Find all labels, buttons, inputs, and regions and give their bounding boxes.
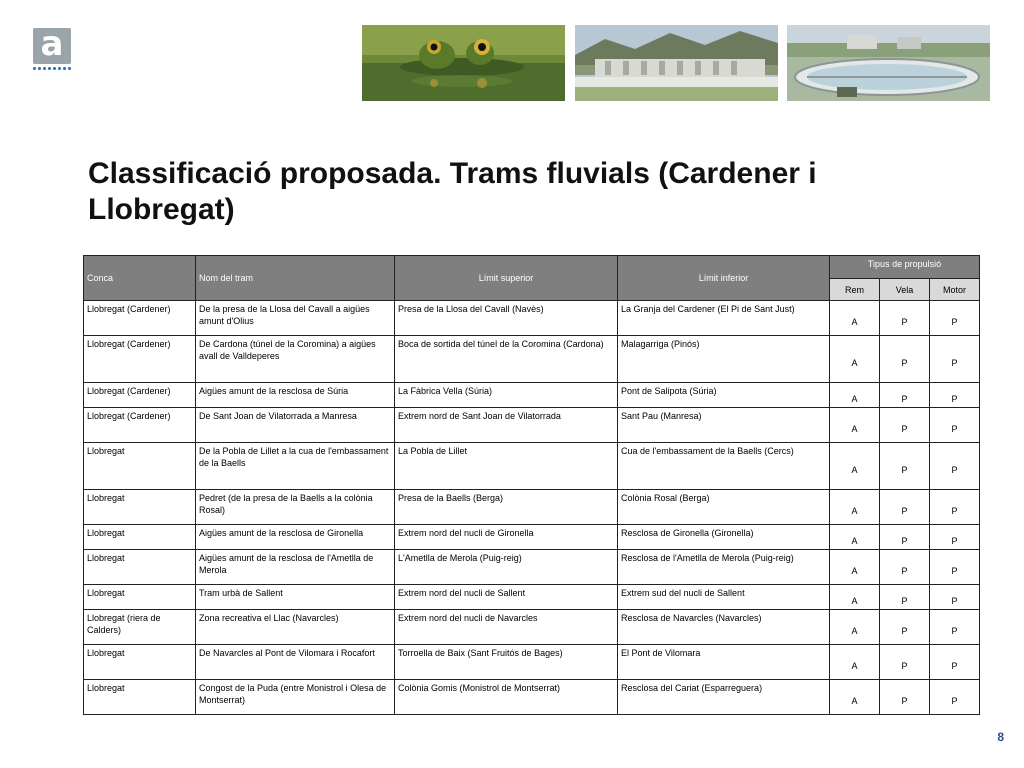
header-motor: Motor — [930, 279, 980, 301]
cell-rem: A — [830, 680, 880, 715]
cell-limit-inferior: Cua de l'embassament de la Baells (Cercs) — [618, 443, 830, 490]
cell-limit-inferior: Malagarriga (Pinós) — [618, 336, 830, 383]
treatment-plant-photo — [787, 25, 990, 101]
cell-tram: Pedret (de la presa de la Baells a la colònia Rosal) — [196, 490, 395, 525]
table-row — [84, 408, 980, 443]
cell-vela: P — [880, 336, 930, 383]
header-vela: Vela — [880, 279, 930, 301]
cell-tram: De la presa de la Llosa del Cavall a aigües amunt d'Olius — [196, 301, 395, 336]
cell-tram: Aigües amunt de la resclosa de Súria — [196, 383, 395, 408]
table-body — [84, 301, 980, 715]
cell-vela: P — [880, 383, 930, 408]
logo-box — [33, 24, 71, 64]
cell-limit-superior: La Fàbrica Vella (Súria) — [395, 383, 618, 408]
cell-conca: Llobregat (Cardener) — [84, 301, 196, 336]
cell-conca: Llobregat — [84, 550, 196, 585]
cell-tram: De la Pobla de Lillet a la cua de l'embassament de la Baells — [196, 443, 395, 490]
cell-rem: A — [830, 383, 880, 408]
cell-tram: Zona recreativa el Llac (Navarcles) — [196, 610, 395, 645]
cell-limit-inferior: El Pont de Vilomara — [618, 645, 830, 680]
cell-vela: P — [880, 680, 930, 715]
frog-photo — [362, 25, 565, 101]
cell-vela: P — [880, 443, 930, 490]
cell-rem: A — [830, 645, 880, 680]
river-stretches-table — [83, 255, 980, 715]
cell-vela: P — [880, 490, 930, 525]
table-row — [84, 680, 980, 715]
cell-conca: Llobregat — [84, 680, 196, 715]
cell-rem: A — [830, 336, 880, 383]
cell-vela: P — [880, 525, 930, 550]
cell-tram: De Navarcles al Pont de Vilomara i Rocafort — [196, 645, 395, 680]
cell-conca: Llobregat — [84, 585, 196, 610]
cell-rem: A — [830, 585, 880, 610]
cell-vela: P — [880, 408, 930, 443]
cell-limit-superior: Boca de sortida del túnel de la Coromina (Cardona) — [395, 336, 618, 383]
cell-limit-superior: Presa de la Llosa del Cavall (Navès) — [395, 301, 618, 336]
cell-limit-inferior: Sant Pau (Manresa) — [618, 408, 830, 443]
cell-rem: A — [830, 550, 880, 585]
cell-limit-superior: Extrem nord del nucli de Navarcles — [395, 610, 618, 645]
cell-motor: P — [930, 383, 980, 408]
cell-conca: Llobregat (Cardener) — [84, 383, 196, 408]
cell-rem: A — [830, 525, 880, 550]
cell-rem: A — [830, 490, 880, 525]
dam-photo — [575, 25, 778, 101]
cell-motor: P — [930, 301, 980, 336]
table-row — [84, 525, 980, 550]
cell-limit-superior: Presa de la Baells (Berga) — [395, 490, 618, 525]
table-row — [84, 645, 980, 680]
cell-motor: P — [930, 336, 980, 383]
cell-tram: Aigües amunt de la resclosa de Gironella — [196, 525, 395, 550]
cell-tram: De Cardona (túnel de la Coromina) a aigües avall de Valldeperes — [196, 336, 395, 383]
cell-motor: P — [930, 610, 980, 645]
cell-conca: Llobregat (riera de Calders) — [84, 610, 196, 645]
header-limit-superior: Límit superior — [395, 256, 618, 301]
agency-logo — [33, 24, 73, 74]
cell-motor: P — [930, 585, 980, 610]
cell-tram: Aigües amunt de la resclosa de l'Ametlla de Merola — [196, 550, 395, 585]
cell-motor: P — [930, 680, 980, 715]
cell-conca: Llobregat — [84, 490, 196, 525]
cell-limit-superior: Extrem nord del nucli de Sallent — [395, 585, 618, 610]
table-row — [84, 490, 980, 525]
cell-tram: De Sant Joan de Vilatorrada a Manresa — [196, 408, 395, 443]
cell-vela: P — [880, 301, 930, 336]
cell-motor: P — [930, 525, 980, 550]
cell-vela: P — [880, 550, 930, 585]
cell-motor: P — [930, 645, 980, 680]
logo-dots — [33, 66, 73, 72]
table-row — [84, 610, 980, 645]
cell-limit-superior: Colònia Gomis (Monistrol de Montserrat) — [395, 680, 618, 715]
cell-limit-inferior: Pont de Salipota (Súria) — [618, 383, 830, 408]
cell-limit-inferior: Resclosa de Navarcles (Navarcles) — [618, 610, 830, 645]
cell-conca: Llobregat — [84, 645, 196, 680]
cell-limit-inferior: Resclosa de l'Ametlla de Merola (Puig-reig) — [618, 550, 830, 585]
logo-letter: a — [40, 24, 64, 64]
cell-tram: Congost de la Puda (entre Monistrol i Olesa de Montserrat) — [196, 680, 395, 715]
table-row — [84, 443, 980, 490]
table-row — [84, 301, 980, 336]
cell-limit-superior: Extrem nord de Sant Joan de Vilatorrada — [395, 408, 618, 443]
cell-limit-superior: L'Ametlla de Merola (Puig-reig) — [395, 550, 618, 585]
cell-conca: Llobregat — [84, 443, 196, 490]
table-row — [84, 550, 980, 585]
cell-limit-superior: Torroella de Baix (Sant Fruitós de Bages) — [395, 645, 618, 680]
cell-vela: P — [880, 585, 930, 610]
table-row — [84, 336, 980, 383]
header-propulsion-type: Tipus de propulsió — [830, 256, 980, 279]
cell-limit-superior: Extrem nord del nucli de Gironella — [395, 525, 618, 550]
cell-tram: Tram urbà de Sallent — [196, 585, 395, 610]
cell-limit-inferior: Resclosa de Gironella (Gironella) — [618, 525, 830, 550]
cell-limit-inferior: Resclosa del Cariat (Esparreguera) — [618, 680, 830, 715]
cell-motor: P — [930, 443, 980, 490]
cell-rem: A — [830, 443, 880, 490]
header-limit-inferior: Límit inferior — [618, 256, 830, 301]
header-tram: Nom del tram — [196, 256, 395, 301]
page-number: 8 — [997, 730, 1004, 744]
cell-motor: P — [930, 550, 980, 585]
cell-conca: Llobregat — [84, 525, 196, 550]
page-title: Classificació proposada. Trams fluvials (Cardener i Llobregat) — [88, 157, 817, 226]
cell-limit-inferior: La Granja del Cardener (El Pi de Sant Just) — [618, 301, 830, 336]
table-row — [84, 383, 980, 408]
cell-vela: P — [880, 645, 930, 680]
cell-rem: A — [830, 301, 880, 336]
cell-motor: P — [930, 490, 980, 525]
header-rem: Rem — [830, 279, 880, 301]
cell-limit-superior: La Pobla de Lillet — [395, 443, 618, 490]
table-row — [84, 585, 980, 610]
cell-limit-inferior: Colònia Rosal (Berga) — [618, 490, 830, 525]
cell-motor: P — [930, 408, 980, 443]
cell-rem: A — [830, 610, 880, 645]
header-conca: Conca — [84, 256, 196, 301]
cell-vela: P — [880, 610, 930, 645]
cell-rem: A — [830, 408, 880, 443]
cell-limit-inferior: Extrem sud del nucli de Sallent — [618, 585, 830, 610]
cell-conca: Llobregat (Cardener) — [84, 408, 196, 443]
cell-conca: Llobregat (Cardener) — [84, 336, 196, 383]
